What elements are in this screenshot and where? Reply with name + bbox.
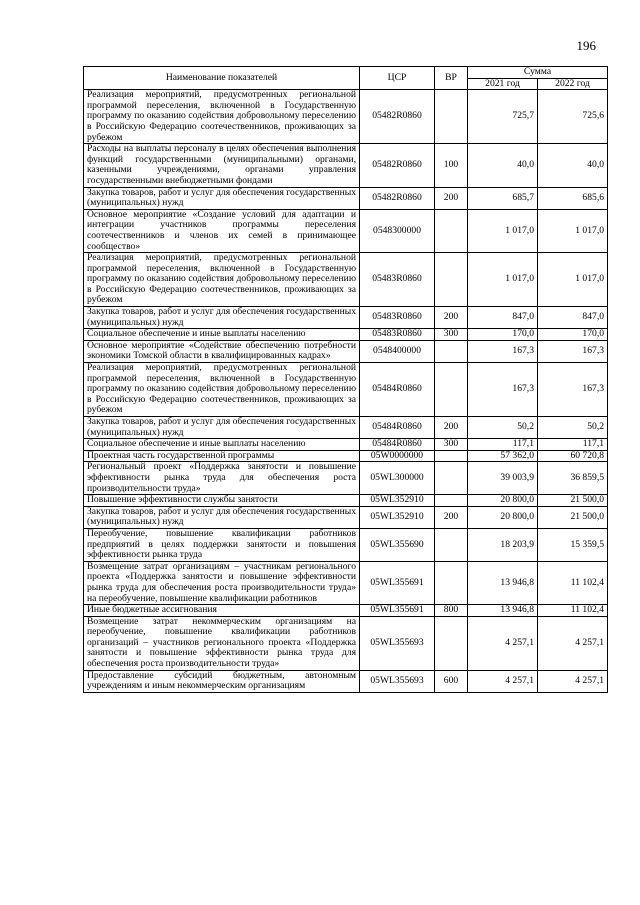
row-sum-2021: 57 362,0 xyxy=(468,450,538,462)
row-vr xyxy=(435,209,468,252)
row-csr: 05WL355690 xyxy=(360,528,435,561)
row-sum-2021: 167,3 xyxy=(468,363,538,417)
table-row xyxy=(84,307,608,329)
row-sum-2022: 4 257,1 xyxy=(538,670,608,692)
row-csr: 0548400000 xyxy=(360,340,435,362)
table-row xyxy=(84,417,608,439)
row-name: Закупка товаров, работ и услуг для обеспечения государственных (муниципальных) нужд xyxy=(84,417,360,439)
row-vr: 600 xyxy=(435,670,468,692)
row-sum-2022: 117,1 xyxy=(538,439,608,451)
row-sum-2022: 1 017,0 xyxy=(538,209,608,252)
header-name: Наименование показателей xyxy=(84,67,360,90)
table-body xyxy=(84,90,608,693)
row-sum-2021: 170,0 xyxy=(468,329,538,341)
row-vr xyxy=(435,561,468,604)
row-csr: 05483R0860 xyxy=(360,329,435,341)
row-name: Возмещение затрат организациям – участникам регионального проекта «Поддержка занятости и повышение эффективности рынка труда для обеспечения роста производительности труда» на переобучение, повышение квалификации работников xyxy=(84,561,360,604)
row-csr: 05484R0860 xyxy=(360,363,435,417)
row-sum-2021: 13 946,8 xyxy=(468,605,538,617)
header-csr: ЦСР xyxy=(360,67,435,90)
table-row xyxy=(84,495,608,507)
row-vr xyxy=(435,90,468,144)
row-sum-2021: 20 800,0 xyxy=(468,506,538,528)
row-sum-2022: 1 017,0 xyxy=(538,253,608,307)
row-sum-2022: 21 500,0 xyxy=(538,495,608,507)
row-csr: 05WL355693 xyxy=(360,670,435,692)
table-row xyxy=(84,90,608,144)
row-csr: 05WL300000 xyxy=(360,462,435,495)
row-vr xyxy=(435,340,468,362)
row-vr: 300 xyxy=(435,439,468,451)
row-csr: 0548300000 xyxy=(360,209,435,252)
table-row xyxy=(84,439,608,451)
row-name: Реализация мероприятий, предусмотренных региональной программой переселения, включенной в Государственную программу по оказанию содействия добровольному переселению в Российскую Федерацию соотечественников, проживающих за рубежом xyxy=(84,90,360,144)
row-csr: 05WL355693 xyxy=(360,616,435,670)
row-vr: 100 xyxy=(435,144,468,187)
row-sum-2021: 39 003,9 xyxy=(468,462,538,495)
row-csr: 05483R0860 xyxy=(360,253,435,307)
row-name: Региональный проект «Поддержка занятости и повышение эффективности рынка труда для обеспечения роста производительности труда» xyxy=(84,462,360,495)
row-csr: 05484R0860 xyxy=(360,417,435,439)
row-sum-2021: 847,0 xyxy=(468,307,538,329)
row-csr: 05WL352910 xyxy=(360,506,435,528)
row-vr xyxy=(435,462,468,495)
row-sum-2022: 50,2 xyxy=(538,417,608,439)
page-number: 196 xyxy=(576,38,596,53)
row-vr: 200 xyxy=(435,307,468,329)
row-sum-2021: 725,7 xyxy=(468,90,538,144)
row-sum-2022: 21 500,0 xyxy=(538,506,608,528)
table-row xyxy=(84,561,608,604)
row-vr xyxy=(435,253,468,307)
row-sum-2021: 1 017,0 xyxy=(468,253,538,307)
row-sum-2021: 50,2 xyxy=(468,417,538,439)
row-sum-2022: 11 102,4 xyxy=(538,561,608,604)
row-name: Закупка товаров, работ и услуг для обеспечения государственных (муниципальных) нужд xyxy=(84,187,360,209)
table-row xyxy=(84,528,608,561)
row-name: Проектная часть государственной программы xyxy=(84,450,360,462)
row-name: Социальное обеспечение и иные выплаты населению xyxy=(84,439,360,451)
row-sum-2022: 40,0 xyxy=(538,144,608,187)
row-vr xyxy=(435,495,468,507)
row-vr: 800 xyxy=(435,605,468,617)
table-row xyxy=(84,506,608,528)
row-sum-2021: 13 946,8 xyxy=(468,561,538,604)
row-sum-2022: 36 859,5 xyxy=(538,462,608,495)
table-row xyxy=(84,340,608,362)
row-sum-2022: 170,0 xyxy=(538,329,608,341)
row-name: Предоставление субсидий бюджетным, автономным учреждениям и иным некоммерческим организациям xyxy=(84,670,360,692)
row-vr xyxy=(435,450,468,462)
row-name: Закупка товаров, работ и услуг для обеспечения государственных (муниципальных) нужд xyxy=(84,307,360,329)
row-sum-2021: 117,1 xyxy=(468,439,538,451)
row-name: Основное мероприятие «Содействие обеспечению потребности экономики Томской области в квалифицированных кадрах» xyxy=(84,340,360,362)
row-sum-2022: 4 257,1 xyxy=(538,616,608,670)
row-csr: 05483R0860 xyxy=(360,307,435,329)
row-name: Иные бюджетные ассигнования xyxy=(84,605,360,617)
table-row xyxy=(84,605,608,617)
row-sum-2022: 725,6 xyxy=(538,90,608,144)
row-name: Закупка товаров, работ и услуг для обеспечения государственных (муниципальных) нужд xyxy=(84,506,360,528)
row-vr: 200 xyxy=(435,417,468,439)
table-header xyxy=(84,67,608,90)
row-vr: 200 xyxy=(435,506,468,528)
row-vr xyxy=(435,616,468,670)
row-sum-2022: 167,3 xyxy=(538,363,608,417)
row-vr: 200 xyxy=(435,187,468,209)
row-csr: 05WL355691 xyxy=(360,605,435,617)
row-sum-2021: 4 257,1 xyxy=(468,616,538,670)
header-vr: ВР xyxy=(435,67,468,90)
row-csr: 05W0000000 xyxy=(360,450,435,462)
row-sum-2022: 60 720,8 xyxy=(538,450,608,462)
row-sum-2021: 1 017,0 xyxy=(468,209,538,252)
header-sum: Сумма xyxy=(468,67,608,79)
row-name: Переобучение, повышение квалификации работников предприятий в целях поддержки занятости и повышения эффективности рынка труда xyxy=(84,528,360,561)
row-vr: 300 xyxy=(435,329,468,341)
row-sum-2021: 18 203,9 xyxy=(468,528,538,561)
table-row xyxy=(84,209,608,252)
row-name: Расходы на выплаты персоналу в целях обеспечения выполнения функций государственными (муниципальными) органами, казенными учреждениями, органами управления государственными внебюджетными фондами xyxy=(84,144,360,187)
row-sum-2022: 847,0 xyxy=(538,307,608,329)
row-sum-2022: 685,6 xyxy=(538,187,608,209)
row-sum-2022: 167,3 xyxy=(538,340,608,362)
table-row xyxy=(84,616,608,670)
row-sum-2022: 11 102,4 xyxy=(538,605,608,617)
row-csr: 05WL355691 xyxy=(360,561,435,604)
table-row xyxy=(84,450,608,462)
row-sum-2021: 685,7 xyxy=(468,187,538,209)
row-csr: 05482R0860 xyxy=(360,144,435,187)
row-name: Социальное обеспечение и иные выплаты населению xyxy=(84,329,360,341)
header-2021: 2021 год xyxy=(468,78,538,90)
table-row xyxy=(84,670,608,692)
row-name: Повышение эффективности службы занятости xyxy=(84,495,360,507)
budget-table xyxy=(83,66,608,693)
header-2022: 2022 год xyxy=(538,78,608,90)
row-name: Основное мероприятие «Создание условий для адаптации и интеграции участников программы переселения соотечественников и членов их семей в принимающее сообщество» xyxy=(84,209,360,252)
row-sum-2021: 40,0 xyxy=(468,144,538,187)
table-row xyxy=(84,462,608,495)
row-csr: 05482R0860 xyxy=(360,90,435,144)
row-sum-2022: 15 359,5 xyxy=(538,528,608,561)
row-sum-2021: 4 257,1 xyxy=(468,670,538,692)
table-row xyxy=(84,187,608,209)
row-name: Реализация мероприятий, предусмотренных региональной программой переселения, включенной в Государственную программу по оказанию содействия добровольному переселению в Российскую Федерацию соотечественников, проживающих за рубежом xyxy=(84,363,360,417)
row-sum-2021: 167,3 xyxy=(468,340,538,362)
row-csr: 05WL352910 xyxy=(360,495,435,507)
row-name: Возмещение затрат некоммерческим организациям на переобучение, повышение квалификации работников организаций – участников регионального проекта «Поддержка занятости и повышение эффективности рынка труда для обеспечения роста производительности труда» xyxy=(84,616,360,670)
table-row xyxy=(84,144,608,187)
row-sum-2021: 20 800,0 xyxy=(468,495,538,507)
row-vr xyxy=(435,528,468,561)
table-row xyxy=(84,329,608,341)
row-csr: 05482R0860 xyxy=(360,187,435,209)
row-name: Реализация мероприятий, предусмотренных региональной программой переселения, включенной в Государственную программу по оказанию содействия добровольному переселению в Российскую Федерацию соотечественников, проживающих за рубежом xyxy=(84,253,360,307)
row-csr: 05484R0860 xyxy=(360,439,435,451)
table-row xyxy=(84,253,608,307)
table-row xyxy=(84,363,608,417)
row-vr xyxy=(435,363,468,417)
